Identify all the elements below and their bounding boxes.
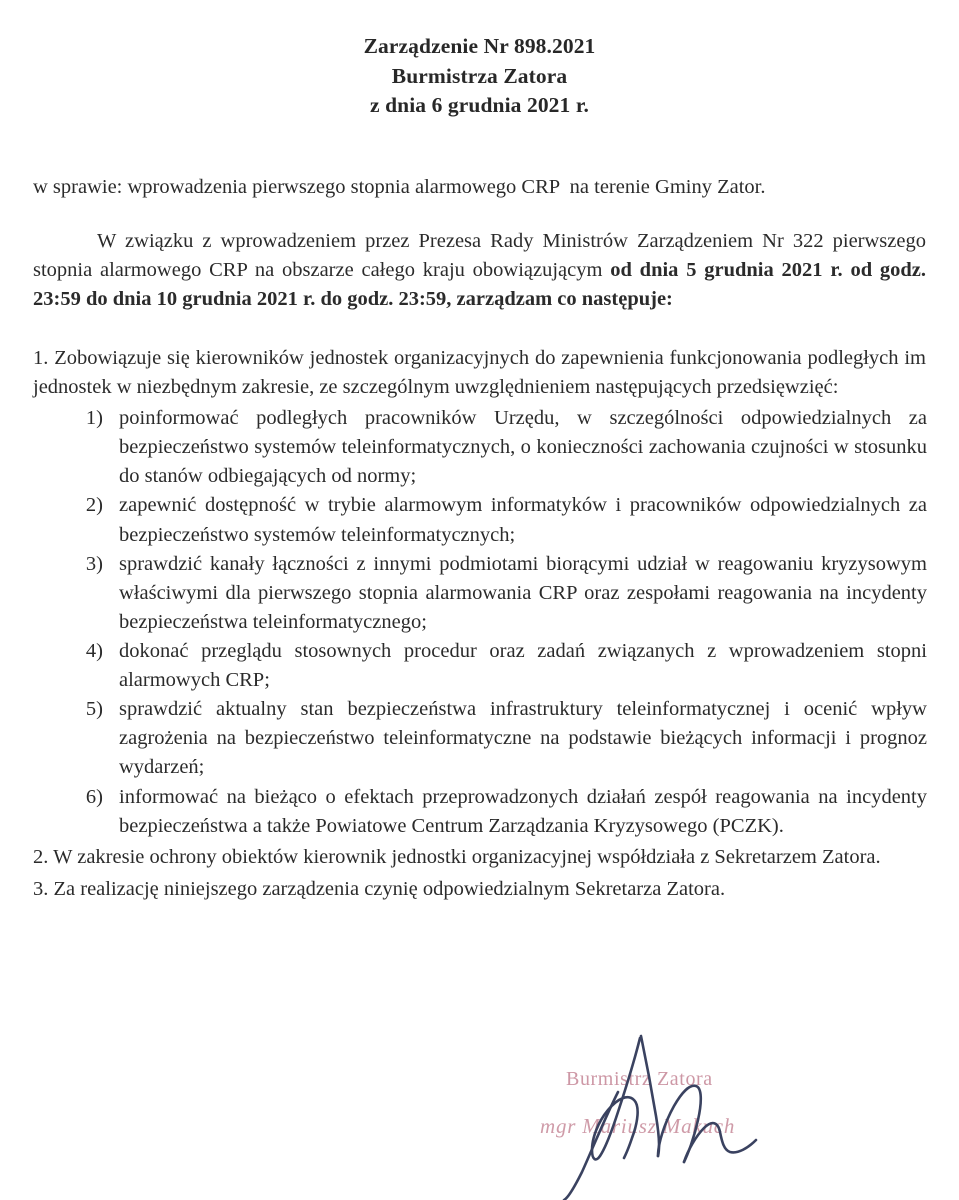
list-item-marker: 6) (85, 785, 103, 808)
title-line-1: Zarządzenie Nr 898.2021 (363, 34, 596, 58)
list-item-marker: 1) (85, 407, 103, 430)
list-item-text: dokonać przeglądu stosownych procedur oraz zadań związanych z wprowadzeniem stopni alarmowych CRP; (119, 640, 927, 692)
list-item-text: sprawdzić kanały łączności z innymi podmiotami biorącymi udział w reagowaniu kryzysowym właściwymi dla pierwszego stopnia alarmowania CRP oraz zespołami reagowania na incydenty bezpieczeństwa teleinformatycznego; (119, 552, 927, 633)
stamp-name: mgr Mariusz Makuch (540, 1114, 736, 1138)
list-item-marker: 3) (85, 552, 103, 575)
document-body (33, 174, 926, 904)
list-item (69, 695, 927, 782)
intro-paragraph (33, 227, 926, 314)
list-item-marker: 4) (85, 640, 103, 663)
list-item (69, 783, 927, 841)
title-line-2: Burmistrza Zatora (391, 63, 568, 88)
list-item-marker: 5) (85, 698, 103, 721)
intro-bold-text: od dnia 5 grudnia 2021 r. od godz. 23:59 do dnia 10 grudnia 2021 r. do godz. 23:59, zarządzam co następuje: (33, 258, 926, 310)
list-item-text: zapewnić dostępność w trybie alarmowym informatyków i pracowników odpowiedzialnych za bezpieczeństwo systemów teleinformatycznych; (119, 494, 927, 546)
handwritten-signature-icon (528, 1022, 848, 1200)
point-3-paragraph: 3. Za realizację niniejszego zarządzenia czynię odpowiedzialnym Sekretarza Zatora. (33, 877, 726, 900)
stamp-title: Burmistrz Zatora (566, 1068, 713, 1090)
list-item-text: sprawdzić aktualny stan bezpieczeństwa infrastruktury teleinformatycznej i ocenić wpływ zagrożenia na bezpieczeństwo teleinformatyczne na podstawie bieżących informacji i prognoz wydarzeń; (119, 698, 927, 779)
signature-block (528, 1022, 848, 1200)
list-item (69, 491, 927, 549)
list-item (69, 550, 927, 637)
document-title (0, 32, 959, 121)
point-2-paragraph: 2. W zakresie ochrony obiektów kierownik jednostki organizacyjnej współdziała z Sekretarzem Zatora. (33, 845, 881, 868)
list-item (69, 637, 927, 695)
list-item (69, 404, 927, 491)
point-1-paragraph: 1. Zobowiązuje się kierowników jednostek organizacyjnych do zapewnienia funkcjonowania podległych im jednostek w niezbędnym zakresie, ze szczególnym uwzględnieniem następujących przedsięwzięć: (33, 346, 926, 399)
measures-sublist (69, 404, 927, 841)
title-line-3: z dnia 6 grudnia 2021 r. (369, 93, 590, 118)
intro-normal-text: W związku z wprowadzeniem przez Prezesa Rady Ministrów Zarządzeniem Nr 322 pierwszego stopnia alarmowego CRP na obszarze całego kraju obowiązującym (33, 229, 926, 281)
subject-line: w sprawie: wprowadzenia pierwszego stopnia alarmowego CRP na terenie Gminy Zator. (33, 175, 766, 198)
list-item-text: poinformować podległych pracowników Urzędu, w szczególności odpowiedzialnych za bezpieczeństwo systemów teleinformatycznych, o konieczności zachowania czujności w stosunku do stanów odbiegających od normy; (119, 407, 927, 488)
list-item-text: informować na bieżąco o efektach przeprowadzonych działań zespół reagowania na incydenty bezpieczeństwa a także Powiatowe Centrum Zarządzania Kryzysowego (PCZK). (119, 785, 927, 837)
list-item-marker: 2) (85, 494, 103, 517)
